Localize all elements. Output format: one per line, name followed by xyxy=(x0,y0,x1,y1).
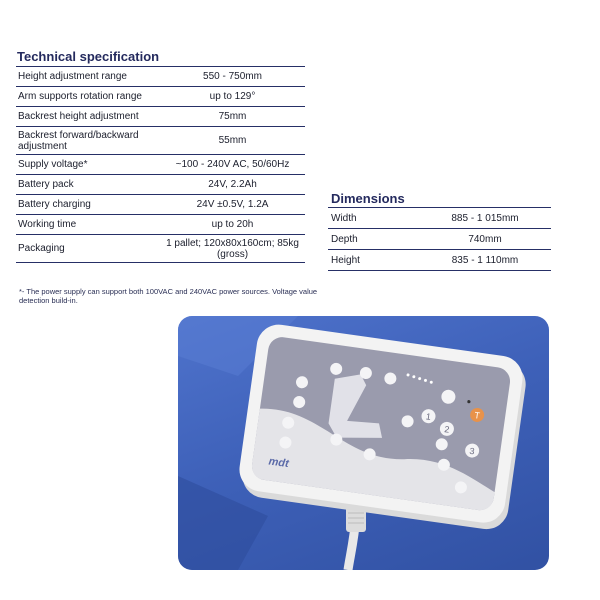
spec-value: 550 - 750mm xyxy=(160,67,305,87)
dimension-value: 740mm xyxy=(419,229,551,250)
spec-value: 1 pallet; 120x80x160cm; 85kg (gross) xyxy=(160,235,305,263)
footnote: *- The power supply can support both 100VAC and 240VAC power sources. Voltage value detection build-in. xyxy=(19,287,318,305)
spec-value: up to 20h xyxy=(160,215,305,235)
spec-label: Supply voltage* xyxy=(16,155,160,175)
dimension-label: Width xyxy=(328,208,419,229)
technical-spec-title: Technical specification xyxy=(17,49,160,64)
spec-label: Backrest height adjustment xyxy=(16,107,160,127)
table-row xyxy=(16,215,305,235)
dimensions-table xyxy=(328,207,551,271)
dimension-value: 885 - 1 015mm xyxy=(419,208,551,229)
spec-label: Backrest forward/backward adjustment xyxy=(16,127,160,155)
table-row xyxy=(16,107,305,127)
table-row xyxy=(16,175,305,195)
dimensions-title: Dimensions xyxy=(331,191,405,206)
table-row xyxy=(16,235,305,263)
brand-logo: mdt xyxy=(267,455,290,471)
spec-value: 75mm xyxy=(160,107,305,127)
spec-value: 24V ±0.5V, 1.2A xyxy=(160,195,305,215)
table-row xyxy=(16,87,305,107)
table-row xyxy=(328,250,551,271)
spec-value: ~100 - 240V AC, 50/60Hz xyxy=(160,155,305,175)
table-row xyxy=(16,195,305,215)
technical-spec-table xyxy=(16,66,305,263)
key-label: T xyxy=(473,410,481,421)
spec-label: Packaging xyxy=(16,235,160,263)
spec-value: 55mm xyxy=(160,127,305,155)
key-label: 3 xyxy=(468,445,476,457)
spec-value: up to 129° xyxy=(160,87,305,107)
table-row xyxy=(16,67,305,87)
dimension-label: Depth xyxy=(328,229,419,250)
dimension-value: 835 - 1 110mm xyxy=(419,250,551,271)
table-row xyxy=(328,229,551,250)
table-row xyxy=(16,127,305,155)
spec-label: Working time xyxy=(16,215,160,235)
spec-label: Battery charging xyxy=(16,195,160,215)
remote-control-photo xyxy=(178,316,549,570)
spec-label: Height adjustment range xyxy=(16,67,160,87)
table-row xyxy=(328,208,551,229)
spec-label: Arm supports rotation range xyxy=(16,87,160,107)
key-label: 2 xyxy=(443,424,451,435)
remote-control-illustration xyxy=(178,316,549,570)
spec-value: 24V, 2.2Ah xyxy=(160,175,305,195)
dimension-label: Height xyxy=(328,250,419,271)
table-row xyxy=(16,155,305,175)
remote-body xyxy=(236,322,530,532)
spec-label: Battery pack xyxy=(16,175,160,195)
key-label: 1 xyxy=(425,411,432,422)
